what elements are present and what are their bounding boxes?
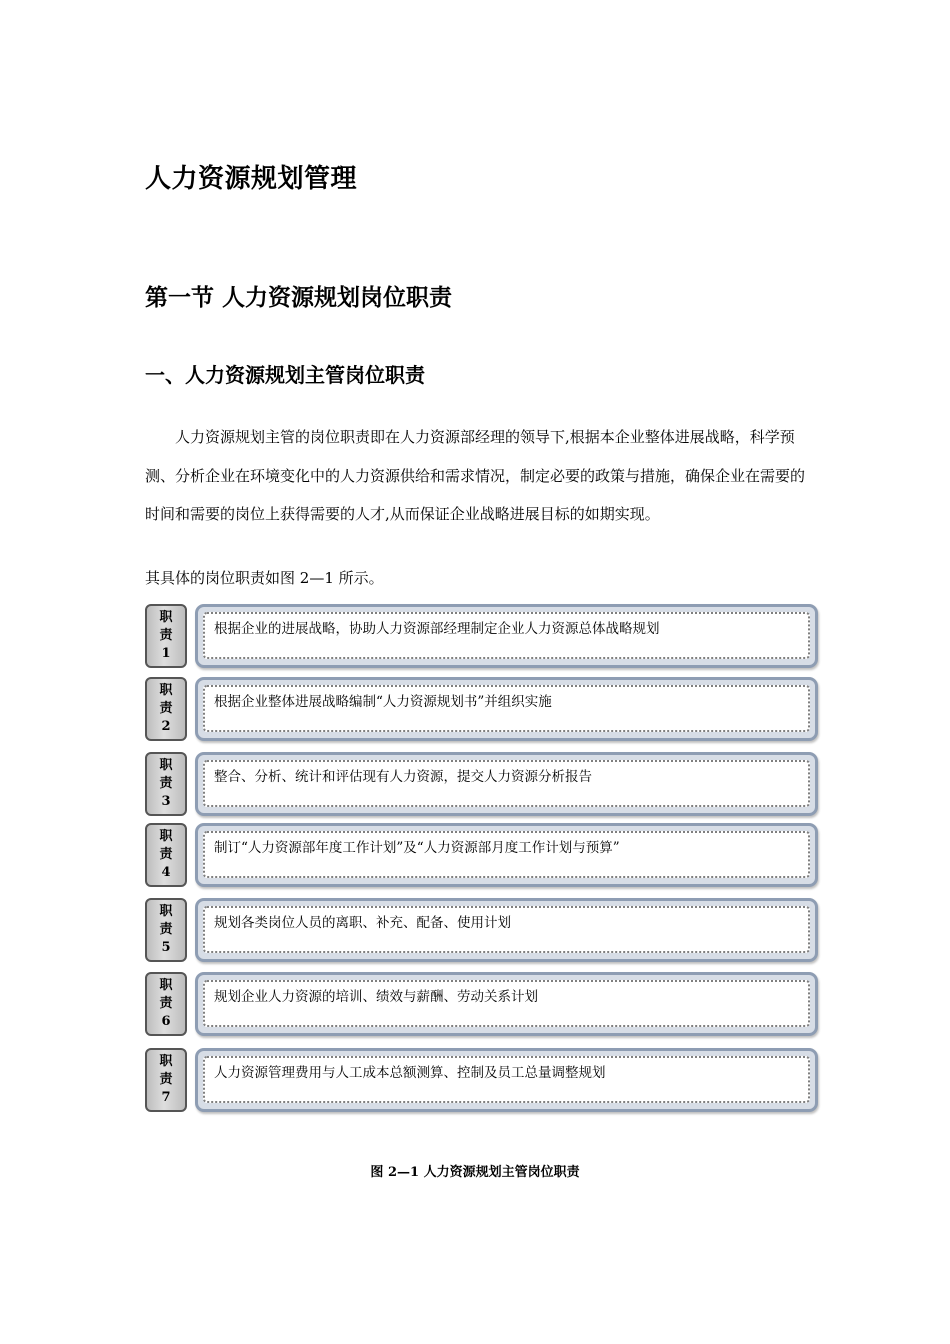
intro-line: 其具体的岗位职责如图 2—1 所示。 — [145, 569, 384, 587]
duty-tag-char: 责 — [159, 847, 173, 862]
duty-tag-char: 责 — [159, 1072, 173, 1087]
duty-tag — [145, 898, 187, 962]
duty-tag — [145, 752, 187, 816]
duty-text: 根据企业整体进展战略编制“人力资源规划书”并组织实施 — [203, 685, 810, 732]
duty-text: 人力资源管理费用与人工成本总额测算、控制及员工总量调整规划 — [203, 1056, 810, 1103]
duty-row — [145, 823, 820, 887]
body-paragraph: 人力资源规划主管的岗位职责即在人力资源部经理的领导下,根据本企业整体进展战略，科学预测、分析企业在环境变化中的人力资源供给和需求情况，制定必要的政策与措施，确保企业在需要的时间和需要的岗位上获得需要的人才,从而保证企业战略进展目标的如期实现。 — [145, 428, 806, 523]
duty-row — [145, 972, 820, 1036]
duty-tag-number: 3 — [161, 794, 171, 809]
duty-tag-char: 责 — [159, 922, 173, 937]
duty-row — [145, 677, 820, 741]
duty-text: 规划各类岗位人员的离职、补充、配备、使用计划 — [203, 906, 810, 953]
duty-box — [195, 604, 818, 668]
duty-tag — [145, 972, 187, 1036]
duty-text: 制订“人力资源部年度工作计划”及“人力资源部月度工作计划与预算” — [203, 831, 810, 878]
duty-text: 根据企业的进展战略，协助人力资源部经理制定企业人力资源总体战略规划 — [203, 612, 810, 659]
duty-row — [145, 898, 820, 962]
duty-tag — [145, 823, 187, 887]
page-title: 人力资源规划管理 — [145, 164, 358, 194]
duty-tag-char: 责 — [159, 701, 173, 716]
duty-box — [195, 823, 818, 887]
duty-tag-char: 职 — [159, 829, 173, 844]
duty-tag-number: 2 — [161, 719, 171, 734]
figure-caption: 图 2—1 人力资源规划主管岗位职责 — [370, 1165, 580, 1180]
duty-box — [195, 898, 818, 962]
duty-tag — [145, 604, 187, 668]
duty-tag-char: 责 — [159, 776, 173, 791]
sub-title: 一、人力资源规划主管岗位职责 — [145, 363, 425, 387]
duty-tag-number: 1 — [161, 646, 171, 661]
duty-tag-char: 职 — [159, 758, 173, 773]
duty-tag-number: 4 — [161, 865, 171, 880]
duty-tag-char: 职 — [159, 1054, 173, 1069]
duty-tag-number: 5 — [161, 940, 171, 955]
section-title: 第一节 人力资源规划岗位职责 — [145, 285, 453, 311]
duty-tag-number: 7 — [161, 1090, 171, 1105]
duty-tag-char: 职 — [159, 978, 173, 993]
duty-box — [195, 752, 818, 816]
duty-box — [195, 972, 818, 1036]
duty-tag-char: 责 — [159, 996, 173, 1011]
duty-box — [195, 677, 818, 741]
duty-tag-char: 职 — [159, 683, 173, 698]
duty-tag-number: 6 — [161, 1014, 171, 1029]
duty-text: 整合、分析、统计和评估现有人力资源，提交人力资源分析报告 — [203, 760, 810, 807]
duty-row — [145, 604, 820, 668]
duty-tag-char: 责 — [159, 628, 173, 643]
duty-tag — [145, 1048, 187, 1112]
duty-text: 规划企业人力资源的培训、绩效与薪酬、劳动关系计划 — [203, 980, 810, 1027]
duty-row — [145, 1048, 820, 1112]
duty-tag-char: 职 — [159, 610, 173, 625]
duty-box — [195, 1048, 818, 1112]
duty-row — [145, 752, 820, 816]
duty-tag — [145, 677, 187, 741]
duty-tag-char: 职 — [159, 904, 173, 919]
